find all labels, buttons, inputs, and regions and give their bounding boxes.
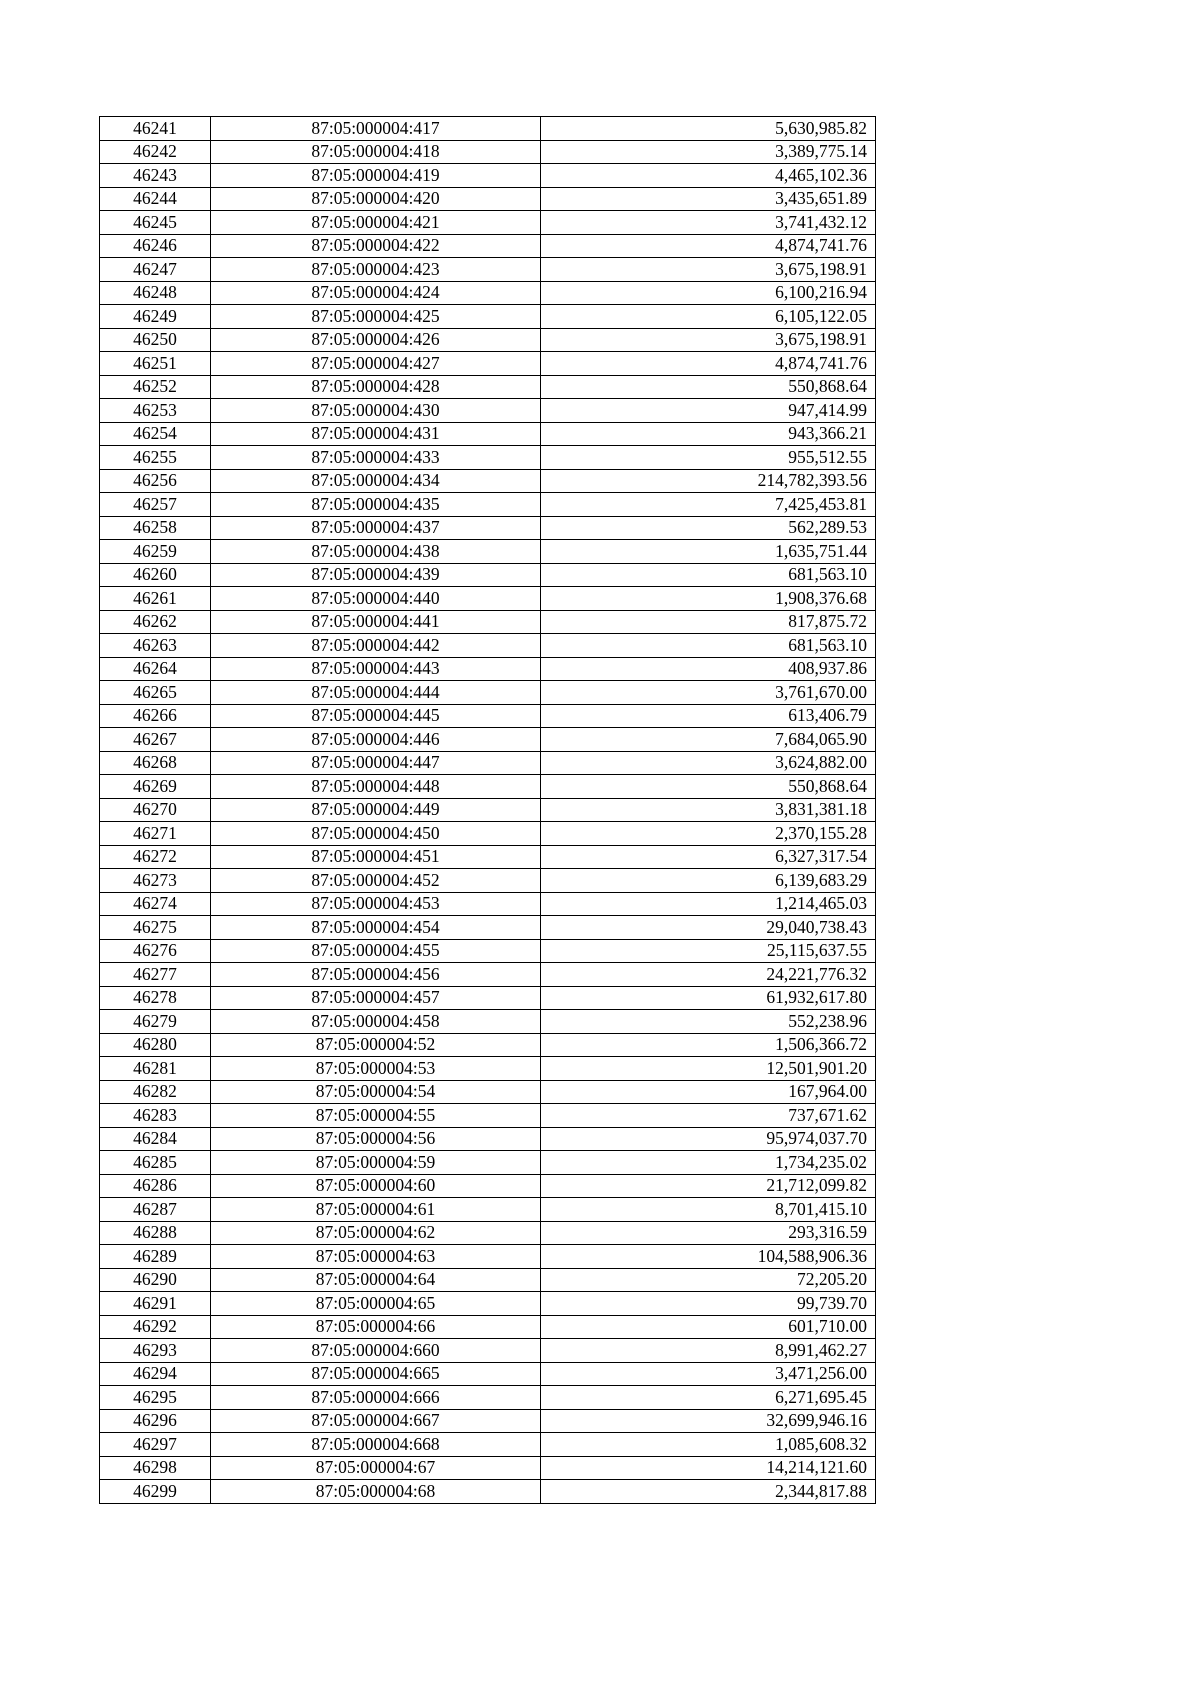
cadastral-number-cell: 87:05:000004:441 (211, 610, 541, 634)
cadastral-value-cell: 817,875.72 (541, 610, 876, 634)
table-row (100, 563, 876, 587)
cadastral-number-cell: 87:05:000004:449 (211, 798, 541, 822)
row-number-cell: 46248 (100, 281, 211, 305)
cadastral-value-cell: 2,370,155.28 (541, 822, 876, 846)
table-row (100, 1174, 876, 1198)
cadastral-number-cell: 87:05:000004:424 (211, 281, 541, 305)
cadastral-number-cell: 87:05:000004:427 (211, 352, 541, 376)
table-row (100, 681, 876, 705)
cadastral-value-cell: 14,214,121.60 (541, 1456, 876, 1480)
table-row (100, 516, 876, 540)
cadastral-number-cell: 87:05:000004:425 (211, 305, 541, 329)
table-row (100, 892, 876, 916)
row-number-cell: 46286 (100, 1174, 211, 1198)
row-number-cell: 46269 (100, 775, 211, 799)
cadastral-value-cell: 1,734,235.02 (541, 1151, 876, 1175)
table-row (100, 1033, 876, 1057)
cadastral-value-cell: 1,908,376.68 (541, 587, 876, 611)
cadastral-number-cell: 87:05:000004:67 (211, 1456, 541, 1480)
cadastral-value-cell: 3,741,432.12 (541, 211, 876, 235)
cadastral-value-table (99, 116, 876, 1504)
table-row (100, 187, 876, 211)
table-row (100, 587, 876, 611)
cadastral-number-cell: 87:05:000004:660 (211, 1339, 541, 1363)
cadastral-number-cell: 87:05:000004:421 (211, 211, 541, 235)
cadastral-number-cell: 87:05:000004:455 (211, 939, 541, 963)
table-row (100, 1339, 876, 1363)
table-row (100, 1057, 876, 1081)
cadastral-value-cell: 6,139,683.29 (541, 869, 876, 893)
table-row (100, 704, 876, 728)
cadastral-value-cell: 24,221,776.32 (541, 963, 876, 987)
table-row (100, 281, 876, 305)
table-row (100, 234, 876, 258)
cadastral-value-cell: 61,932,617.80 (541, 986, 876, 1010)
row-number-cell: 46274 (100, 892, 211, 916)
cadastral-number-cell: 87:05:000004:417 (211, 117, 541, 141)
cadastral-number-cell: 87:05:000004:440 (211, 587, 541, 611)
row-number-cell: 46265 (100, 681, 211, 705)
table-row (100, 657, 876, 681)
cadastral-value-cell: 1,506,366.72 (541, 1033, 876, 1057)
cadastral-number-cell: 87:05:000004:419 (211, 164, 541, 188)
row-number-cell: 46296 (100, 1409, 211, 1433)
table-row (100, 1409, 876, 1433)
table-row (100, 1245, 876, 1269)
cadastral-value-cell: 6,271,695.45 (541, 1386, 876, 1410)
row-number-cell: 46293 (100, 1339, 211, 1363)
cadastral-number-cell: 87:05:000004:453 (211, 892, 541, 916)
table-body (100, 117, 876, 1504)
row-number-cell: 46255 (100, 446, 211, 470)
cadastral-number-cell: 87:05:000004:60 (211, 1174, 541, 1198)
table-row (100, 610, 876, 634)
table-row (100, 775, 876, 799)
cadastral-value-cell: 552,238.96 (541, 1010, 876, 1034)
table-row (100, 1433, 876, 1457)
cadastral-number-cell: 87:05:000004:438 (211, 540, 541, 564)
cadastral-number-cell: 87:05:000004:68 (211, 1480, 541, 1504)
table-row (100, 1221, 876, 1245)
cadastral-value-cell: 3,435,651.89 (541, 187, 876, 211)
cadastral-value-cell: 104,588,906.36 (541, 1245, 876, 1269)
cadastral-number-cell: 87:05:000004:439 (211, 563, 541, 587)
cadastral-value-cell: 29,040,738.43 (541, 916, 876, 940)
table-row (100, 986, 876, 1010)
cadastral-number-cell: 87:05:000004:665 (211, 1362, 541, 1386)
row-number-cell: 46252 (100, 375, 211, 399)
cadastral-number-cell: 87:05:000004:54 (211, 1080, 541, 1104)
row-number-cell: 46282 (100, 1080, 211, 1104)
cadastral-value-cell: 95,974,037.70 (541, 1127, 876, 1151)
row-number-cell: 46297 (100, 1433, 211, 1457)
cadastral-number-cell: 87:05:000004:668 (211, 1433, 541, 1457)
cadastral-value-cell: 4,874,741.76 (541, 352, 876, 376)
row-number-cell: 46272 (100, 845, 211, 869)
cadastral-number-cell: 87:05:000004:456 (211, 963, 541, 987)
table-row (100, 1151, 876, 1175)
row-number-cell: 46280 (100, 1033, 211, 1057)
row-number-cell: 46246 (100, 234, 211, 258)
cadastral-value-cell: 3,675,198.91 (541, 328, 876, 352)
row-number-cell: 46295 (100, 1386, 211, 1410)
table-row (100, 1127, 876, 1151)
table-row (100, 963, 876, 987)
table-row (100, 211, 876, 235)
cadastral-value-cell: 21,712,099.82 (541, 1174, 876, 1198)
cadastral-value-cell: 1,635,751.44 (541, 540, 876, 564)
cadastral-value-cell: 3,675,198.91 (541, 258, 876, 282)
table-row (100, 1362, 876, 1386)
table-row (100, 1010, 876, 1034)
cadastral-number-cell: 87:05:000004:423 (211, 258, 541, 282)
row-number-cell: 46275 (100, 916, 211, 940)
cadastral-value-cell: 947,414.99 (541, 399, 876, 423)
table-row (100, 939, 876, 963)
table-row (100, 469, 876, 493)
table-row (100, 493, 876, 517)
row-number-cell: 46267 (100, 728, 211, 752)
row-number-cell: 46241 (100, 117, 211, 141)
row-number-cell: 46281 (100, 1057, 211, 1081)
cadastral-value-cell: 7,684,065.90 (541, 728, 876, 752)
cadastral-number-cell: 87:05:000004:418 (211, 140, 541, 164)
table-row (100, 117, 876, 141)
row-number-cell: 46243 (100, 164, 211, 188)
cadastral-value-cell: 943,366.21 (541, 422, 876, 446)
cadastral-number-cell: 87:05:000004:447 (211, 751, 541, 775)
cadastral-number-cell: 87:05:000004:666 (211, 1386, 541, 1410)
cadastral-number-cell: 87:05:000004:444 (211, 681, 541, 705)
table-row (100, 1080, 876, 1104)
row-number-cell: 46250 (100, 328, 211, 352)
cadastral-value-cell: 99,739.70 (541, 1292, 876, 1316)
row-number-cell: 46268 (100, 751, 211, 775)
table-row (100, 1198, 876, 1222)
cadastral-number-cell: 87:05:000004:428 (211, 375, 541, 399)
table-row (100, 422, 876, 446)
cadastral-number-cell: 87:05:000004:59 (211, 1151, 541, 1175)
row-number-cell: 46249 (100, 305, 211, 329)
cadastral-number-cell: 87:05:000004:451 (211, 845, 541, 869)
table-row (100, 352, 876, 376)
cadastral-value-cell: 550,868.64 (541, 375, 876, 399)
row-number-cell: 46277 (100, 963, 211, 987)
cadastral-number-cell: 87:05:000004:434 (211, 469, 541, 493)
table-row (100, 822, 876, 846)
cadastral-value-cell: 25,115,637.55 (541, 939, 876, 963)
table-row (100, 1386, 876, 1410)
row-number-cell: 46298 (100, 1456, 211, 1480)
cadastral-number-cell: 87:05:000004:448 (211, 775, 541, 799)
row-number-cell: 46270 (100, 798, 211, 822)
cadastral-value-cell: 5,630,985.82 (541, 117, 876, 141)
cadastral-value-cell: 601,710.00 (541, 1315, 876, 1339)
table-row (100, 916, 876, 940)
row-number-cell: 46276 (100, 939, 211, 963)
row-number-cell: 46264 (100, 657, 211, 681)
row-number-cell: 46273 (100, 869, 211, 893)
cadastral-number-cell: 87:05:000004:420 (211, 187, 541, 211)
cadastral-value-cell: 681,563.10 (541, 563, 876, 587)
row-number-cell: 46260 (100, 563, 211, 587)
cadastral-number-cell: 87:05:000004:437 (211, 516, 541, 540)
cadastral-value-cell: 3,624,882.00 (541, 751, 876, 775)
cadastral-value-cell: 613,406.79 (541, 704, 876, 728)
cadastral-number-cell: 87:05:000004:443 (211, 657, 541, 681)
row-number-cell: 46262 (100, 610, 211, 634)
cadastral-value-cell: 293,316.59 (541, 1221, 876, 1245)
cadastral-value-cell: 3,389,775.14 (541, 140, 876, 164)
row-number-cell: 46258 (100, 516, 211, 540)
cadastral-number-cell: 87:05:000004:62 (211, 1221, 541, 1245)
row-number-cell: 46290 (100, 1268, 211, 1292)
cadastral-number-cell: 87:05:000004:61 (211, 1198, 541, 1222)
cadastral-number-cell: 87:05:000004:450 (211, 822, 541, 846)
table-row (100, 446, 876, 470)
cadastral-value-cell: 3,761,670.00 (541, 681, 876, 705)
cadastral-number-cell: 87:05:000004:458 (211, 1010, 541, 1034)
row-number-cell: 46287 (100, 1198, 211, 1222)
cadastral-value-cell: 408,937.86 (541, 657, 876, 681)
table-row (100, 728, 876, 752)
row-number-cell: 46263 (100, 634, 211, 658)
cadastral-number-cell: 87:05:000004:445 (211, 704, 541, 728)
row-number-cell: 46289 (100, 1245, 211, 1269)
cadastral-value-cell: 3,831,381.18 (541, 798, 876, 822)
cadastral-number-cell: 87:05:000004:431 (211, 422, 541, 446)
table-row (100, 1480, 876, 1504)
cadastral-number-cell: 87:05:000004:430 (211, 399, 541, 423)
cadastral-number-cell: 87:05:000004:53 (211, 1057, 541, 1081)
table-row (100, 1456, 876, 1480)
row-number-cell: 46266 (100, 704, 211, 728)
cadastral-number-cell: 87:05:000004:63 (211, 1245, 541, 1269)
cadastral-value-cell: 32,699,946.16 (541, 1409, 876, 1433)
table-row (100, 375, 876, 399)
table-row (100, 845, 876, 869)
table-row (100, 869, 876, 893)
row-number-cell: 46278 (100, 986, 211, 1010)
cadastral-value-cell: 7,425,453.81 (541, 493, 876, 517)
cadastral-value-cell: 4,465,102.36 (541, 164, 876, 188)
cadastral-value-cell: 6,105,122.05 (541, 305, 876, 329)
row-number-cell: 46251 (100, 352, 211, 376)
cadastral-number-cell: 87:05:000004:64 (211, 1268, 541, 1292)
row-number-cell: 46291 (100, 1292, 211, 1316)
cadastral-value-cell: 72,205.20 (541, 1268, 876, 1292)
cadastral-number-cell: 87:05:000004:452 (211, 869, 541, 893)
table-row (100, 540, 876, 564)
table-row (100, 258, 876, 282)
cadastral-number-cell: 87:05:000004:52 (211, 1033, 541, 1057)
cadastral-value-cell: 3,471,256.00 (541, 1362, 876, 1386)
cadastral-value-cell: 6,100,216.94 (541, 281, 876, 305)
table-row (100, 164, 876, 188)
cadastral-value-cell: 8,701,415.10 (541, 1198, 876, 1222)
cadastral-value-cell: 8,991,462.27 (541, 1339, 876, 1363)
cadastral-number-cell: 87:05:000004:66 (211, 1315, 541, 1339)
cadastral-value-cell: 681,563.10 (541, 634, 876, 658)
row-number-cell: 46254 (100, 422, 211, 446)
cadastral-number-cell: 87:05:000004:55 (211, 1104, 541, 1128)
row-number-cell: 46256 (100, 469, 211, 493)
row-number-cell: 46253 (100, 399, 211, 423)
row-number-cell: 46244 (100, 187, 211, 211)
cadastral-value-cell: 6,327,317.54 (541, 845, 876, 869)
cadastral-value-cell: 1,214,465.03 (541, 892, 876, 916)
cadastral-number-cell: 87:05:000004:442 (211, 634, 541, 658)
row-number-cell: 46257 (100, 493, 211, 517)
row-number-cell: 46288 (100, 1221, 211, 1245)
row-number-cell: 46242 (100, 140, 211, 164)
cadastral-number-cell: 87:05:000004:422 (211, 234, 541, 258)
cadastral-number-cell: 87:05:000004:457 (211, 986, 541, 1010)
cadastral-value-cell: 1,085,608.32 (541, 1433, 876, 1457)
table-row (100, 751, 876, 775)
cadastral-value-cell: 562,289.53 (541, 516, 876, 540)
cadastral-value-cell: 955,512.55 (541, 446, 876, 470)
row-number-cell: 46279 (100, 1010, 211, 1034)
cadastral-value-cell: 214,782,393.56 (541, 469, 876, 493)
row-number-cell: 46299 (100, 1480, 211, 1504)
table-row (100, 1315, 876, 1339)
cadastral-number-cell: 87:05:000004:435 (211, 493, 541, 517)
cadastral-number-cell: 87:05:000004:446 (211, 728, 541, 752)
cadastral-value-cell: 167,964.00 (541, 1080, 876, 1104)
table-row (100, 305, 876, 329)
row-number-cell: 46285 (100, 1151, 211, 1175)
cadastral-number-cell: 87:05:000004:56 (211, 1127, 541, 1151)
row-number-cell: 46247 (100, 258, 211, 282)
cadastral-value-cell: 737,671.62 (541, 1104, 876, 1128)
table-row (100, 634, 876, 658)
cadastral-number-cell: 87:05:000004:65 (211, 1292, 541, 1316)
table-row (100, 1292, 876, 1316)
cadastral-number-cell: 87:05:000004:433 (211, 446, 541, 470)
table-row (100, 798, 876, 822)
row-number-cell: 46245 (100, 211, 211, 235)
table-row (100, 1268, 876, 1292)
row-number-cell: 46283 (100, 1104, 211, 1128)
table-row (100, 399, 876, 423)
row-number-cell: 46261 (100, 587, 211, 611)
table-row (100, 1104, 876, 1128)
row-number-cell: 46271 (100, 822, 211, 846)
row-number-cell: 46284 (100, 1127, 211, 1151)
cadastral-value-cell: 12,501,901.20 (541, 1057, 876, 1081)
table-row (100, 328, 876, 352)
cadastral-value-cell: 550,868.64 (541, 775, 876, 799)
cadastral-number-cell: 87:05:000004:454 (211, 916, 541, 940)
row-number-cell: 46294 (100, 1362, 211, 1386)
row-number-cell: 46259 (100, 540, 211, 564)
cadastral-number-cell: 87:05:000004:426 (211, 328, 541, 352)
cadastral-value-cell: 4,874,741.76 (541, 234, 876, 258)
table-row (100, 140, 876, 164)
row-number-cell: 46292 (100, 1315, 211, 1339)
cadastral-value-cell: 2,344,817.88 (541, 1480, 876, 1504)
cadastral-number-cell: 87:05:000004:667 (211, 1409, 541, 1433)
